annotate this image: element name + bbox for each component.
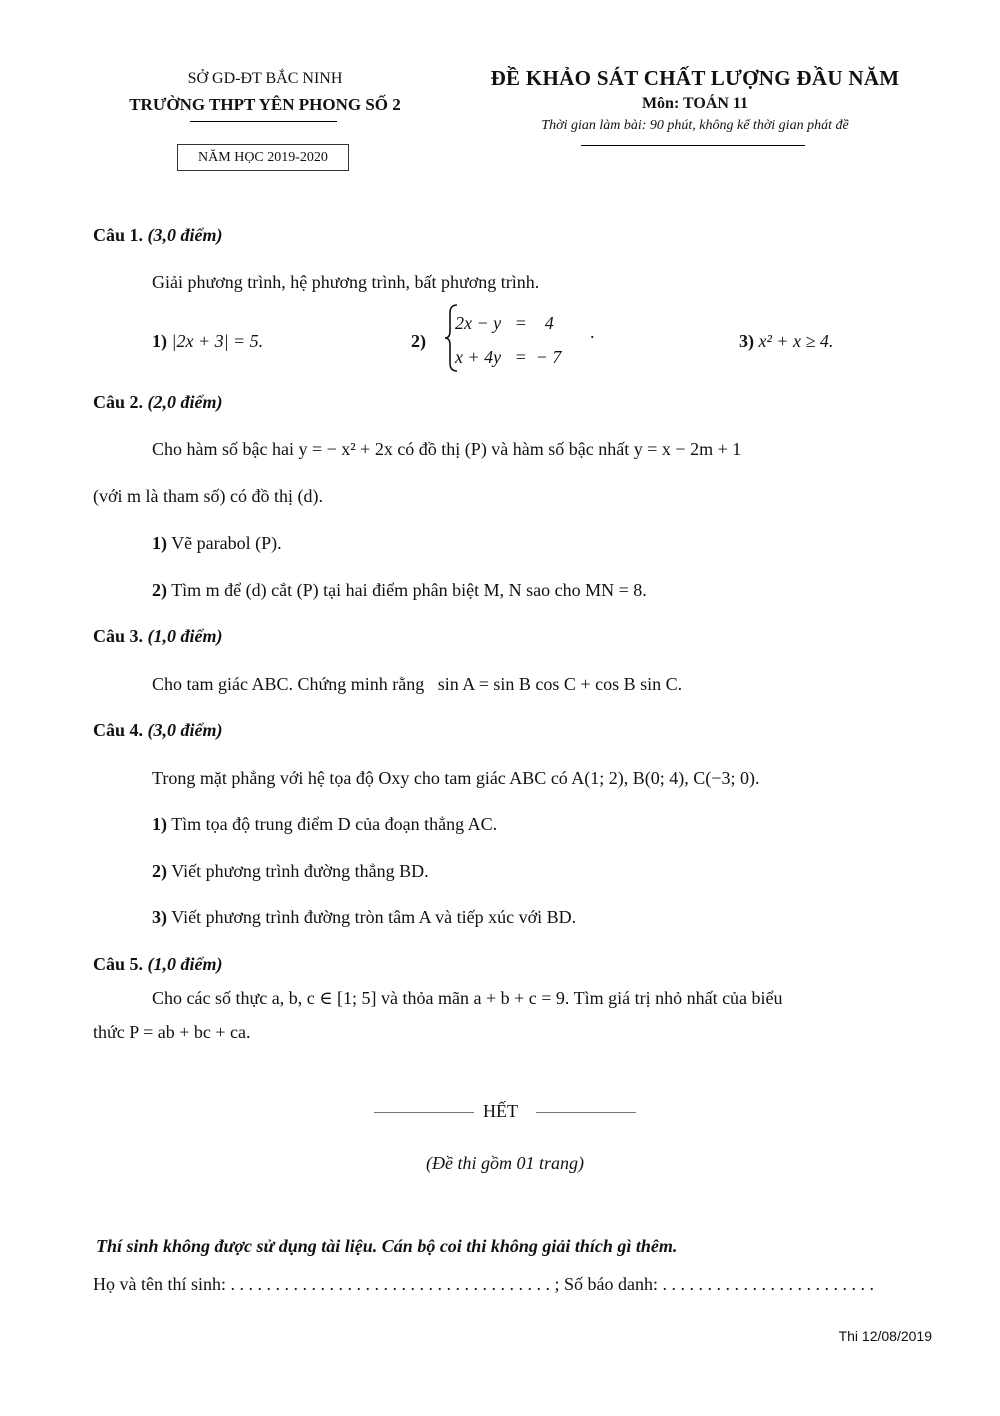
q1-part-2-number: 2) bbox=[411, 331, 426, 351]
question-1-intro: Giải phương trình, hệ phương trình, bất phương trình. bbox=[152, 272, 540, 292]
question-2-line-1: Cho hàm số bậc hai y = − x² + 2x có đồ thị (P) và hàm số bậc nhất y = x − 2m + 1 bbox=[152, 439, 742, 459]
q2-part-2 bbox=[152, 580, 647, 601]
q2-part-1-text: Vẽ parabol (P). bbox=[171, 533, 282, 553]
question-4-intro: Trong mặt phẳng với hệ tọa độ Oxy cho tam giác ABC có A(1; 2), B(0; 4), C(−3; 0). bbox=[152, 768, 760, 788]
q1-part-1-number: 1) bbox=[152, 331, 167, 351]
q2-part-2-text: Tìm m để (d) cắt (P) tại hai điểm phân biệt M, N sao cho MN = 8. bbox=[171, 580, 647, 600]
question-5-heading bbox=[93, 954, 223, 975]
candidate-info-line: Họ và tên thí sinh: . . . . . . . . . . . . . . . . . . . . . . . . . . . . . . . . . . . . ; Số báo danh: . . . . . . . . . . . . . . . . . . . . . . . . bbox=[93, 1274, 874, 1294]
question-1-points: (3,0 điểm) bbox=[147, 225, 223, 245]
school-name: TRƯỜNG THPT YÊN PHONG SỐ 2 bbox=[129, 95, 401, 114]
exam-title: ĐỀ KHẢO SÁT CHẤT LƯỢNG ĐẦU NĂM bbox=[490, 66, 900, 90]
q1-part-3-inequality: x² + x ≥ 4. bbox=[758, 331, 834, 351]
question-2-line-2: (với m là tham số) có đồ thị (d). bbox=[93, 486, 323, 506]
question-3-heading bbox=[93, 626, 223, 647]
page-count-note: (Đề thi gồm 01 trang) bbox=[426, 1153, 584, 1173]
question-2-label: Câu 2. bbox=[93, 392, 144, 412]
question-5-points: (1,0 điểm) bbox=[147, 954, 223, 974]
question-5-line-1: Cho các số thực a, b, c ∈ [1; 5] và thỏa mãn a + b + c = 9. Tìm giá trị nhỏ nhất của biểu bbox=[152, 988, 783, 1008]
date-stamp: Thi 12/08/2019 bbox=[838, 1328, 932, 1344]
header-left-rule bbox=[190, 121, 337, 122]
q1-system-dot: . bbox=[590, 322, 595, 342]
q1-part-3-number: 3) bbox=[739, 331, 754, 351]
question-2-heading bbox=[93, 392, 223, 413]
q4-part-1 bbox=[152, 814, 497, 835]
q4-part-2-number: 2) bbox=[152, 861, 167, 881]
q4-part-1-text: Tìm tọa độ trung điểm D của đoạn thẳng AC. bbox=[171, 814, 498, 834]
exam-subject: Môn: TOÁN 11 bbox=[641, 95, 749, 112]
q1-system-row-2: x + 4y = − 7 bbox=[455, 347, 562, 367]
q1-part-1-equation: |2x + 3| = 5. bbox=[171, 331, 264, 351]
question-4-heading bbox=[93, 720, 223, 741]
end-rule-right bbox=[536, 1112, 636, 1113]
question-3-label: Câu 3. bbox=[93, 626, 144, 646]
q1-part-3 bbox=[739, 331, 833, 352]
question-1-label: Câu 1. bbox=[93, 225, 144, 245]
question-5-line-2: thức P = ab + bc + ca. bbox=[93, 1022, 251, 1042]
header-right-rule bbox=[581, 145, 805, 146]
question-2-points: (2,0 điểm) bbox=[147, 392, 223, 412]
question-4-points: (3,0 điểm) bbox=[147, 720, 223, 740]
exam-notice: Thí sinh không được sử dụng tài liệu. Cán bộ coi thi không giải thích gì thêm. bbox=[96, 1236, 678, 1256]
q2-part-1-number: 1) bbox=[152, 533, 167, 553]
q1-system-row-1: 2x − y = 4 bbox=[455, 313, 554, 333]
q4-part-2 bbox=[152, 861, 429, 882]
q4-part-1-number: 1) bbox=[152, 814, 167, 834]
school-year-box: NĂM HỌC 2019-2020 bbox=[177, 144, 349, 171]
q4-part-3-number: 3) bbox=[152, 907, 167, 927]
exam-time: Thời gian làm bài: 90 phút, không kể thời gian phát đề bbox=[541, 118, 849, 133]
q4-part-3-text: Viết phương trình đường tròn tâm A và tiếp xúc với BD. bbox=[171, 907, 577, 927]
department-name: SỞ GD-ĐT BẮC NINH bbox=[187, 70, 343, 87]
q4-part-3 bbox=[152, 907, 576, 928]
end-marker: HẾT bbox=[483, 1101, 518, 1121]
q2-part-1 bbox=[152, 533, 282, 554]
q4-part-2-text: Viết phương trình đường thẳng BD. bbox=[171, 861, 429, 881]
question-1-heading bbox=[93, 225, 223, 246]
end-rule-left bbox=[374, 1112, 474, 1113]
question-4-label: Câu 4. bbox=[93, 720, 144, 740]
question-5-label: Câu 5. bbox=[93, 954, 144, 974]
question-3-points: (1,0 điểm) bbox=[147, 626, 223, 646]
question-3-text: Cho tam giác ABC. Chứng minh rằng sin A = sin B cos C + cos B sin C. bbox=[152, 674, 683, 694]
q1-part-1 bbox=[152, 331, 263, 352]
q2-part-2-number: 2) bbox=[152, 580, 167, 600]
